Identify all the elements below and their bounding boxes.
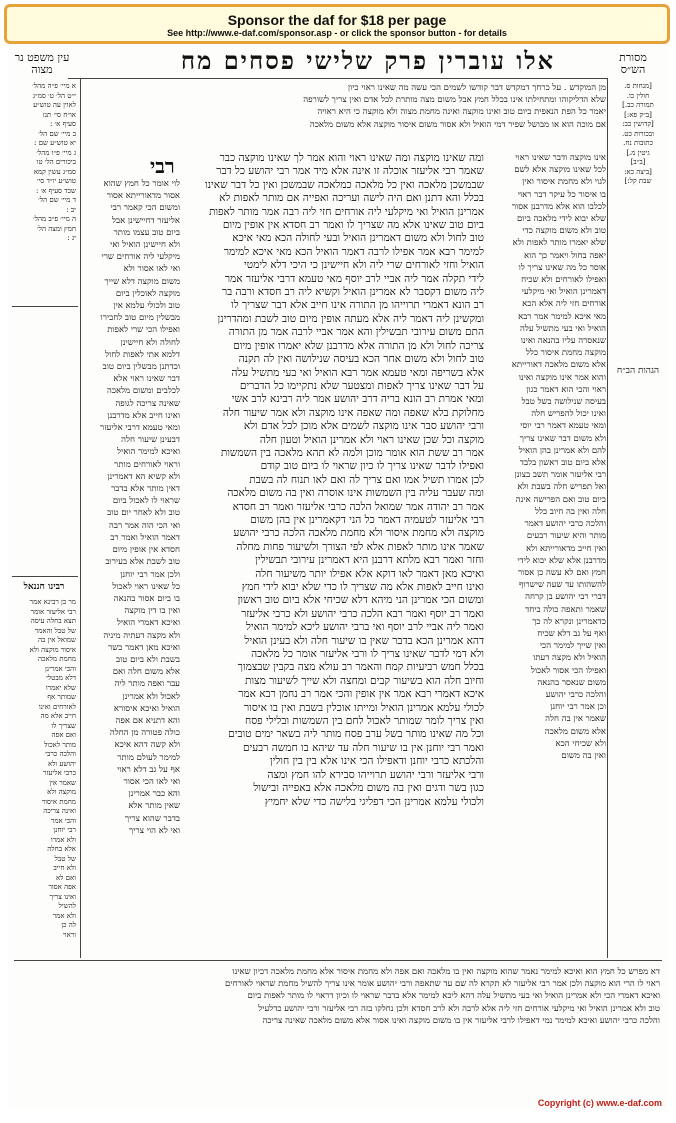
- talmud-page: [8, 48, 668, 1110]
- tosafot-line: וראוי לאורחים מותר: [114, 459, 180, 470]
- tosafot-line: מבשלין מיום טוב לחבירו: [100, 313, 180, 324]
- gemara-line: ואיכא מאן דאמר לאו דוקא אלא אפילו יותר משיעור חלה: [255, 567, 484, 580]
- rashi-line: ולא שכיחי הכא: [555, 738, 606, 749]
- bottom-line: טוב ולא אמרינן הואיל ואי מיקלעי אורחים חזי ליה אלא לרבה ולא לרב חסדא ולכן נחלקו בזה רבי אליעזר ורבי יהושע כדלעיל: [258, 1003, 660, 1014]
- ein-mishpat-line: יא טוש״ע שם :: [34, 139, 76, 147]
- rashi-line: וכן אמר רבי יוחנן: [550, 702, 606, 713]
- tosafot-line: למימר לעולם מותר: [117, 752, 180, 763]
- masoret-line: ובכורות כט.: [622, 129, 654, 138]
- tosafot-line: דאמר הואיל ואמר רב: [110, 532, 180, 543]
- rabbeinu-line: ואינו צריך: [49, 892, 76, 901]
- masoret-lines: [610, 82, 666, 187]
- gemara-line: ומקשינן ליה דאמר ליה אלא מעתה אופין מיום טוב לשבת ומהדרינן: [217, 312, 484, 325]
- bottom-line: ואיכא דאמרי הכי ולא אמרינן הואיל ואי בעי מתשיל עלה דהא ליכא למימר אלא בדבר שראוי לו וכיון דראוי לו מותר לאפות ביום: [247, 991, 660, 1002]
- rabbeinu-line: וראוי: [62, 930, 76, 938]
- masoret-header: מסורת הש״ס: [619, 51, 647, 76]
- gemara-line: התם משום עירובי תבשילין והא אמר אביי לרבה אמר מן התורה: [228, 326, 484, 339]
- rabbeinu-line: דלא מבטלי: [46, 674, 76, 682]
- rabbeinu-line: אלא בחלה: [47, 845, 76, 853]
- gemara-line: שאמר רבי אליעזר אוכלה זו אינה אלא מיד אמר רבי יהושע כל דבר: [216, 165, 484, 178]
- gemara-line: ואמר רבי יוחנן אין בו שיעור חלה עד שיהא בו חמשה רבעים: [242, 741, 484, 754]
- rashi-line: לגוי ולא מחמת איסור ואין: [522, 177, 606, 188]
- tosafot-line: והא כבר אמרינן: [128, 789, 180, 800]
- rabbeinu-line: מר בן רבינא אמר: [29, 598, 76, 606]
- ein-mishpat-header: עין משפט נר מצוה: [14, 51, 70, 76]
- gemara-line: אלא בשריפה ומאי טעמא אמר רבא הואיל ואי בעי מתשיל עלה: [231, 366, 484, 379]
- bottom-line: ראוי לו הרי הוא מוקצה ולכן אמר רבי אליעזר לא תקרא לה שם עד שתאפה ורבי יהושע אומר אינו צריך להשיל מחמת שראוי לאורחים: [225, 979, 660, 990]
- masoret-column: [610, 82, 666, 702]
- tosafot-line: לחולה ולא חיישינן: [120, 337, 180, 348]
- gemara-line: ואינו חייב לאפות אלא מה שצריך לו כדי שלא יבוא לידי חמץ: [241, 581, 484, 593]
- tosafot-line: אלא משום חלה ואם: [112, 667, 180, 678]
- gemara-line: איכא דאמרי רבא אמר אין אופין והכי אמר רב נחמן רבא אמר: [238, 688, 484, 701]
- ein-mishpat-line: טוש״ע יו״ד סי׳: [36, 177, 76, 185]
- tosafot-line: לוי אומר כל חמץ שהוא: [103, 179, 180, 189]
- tosafot-line: ואי לאו אסור ולא: [123, 264, 180, 275]
- tosafot-line: שאין מותר אלא: [128, 801, 180, 812]
- rashi-line: אינו מוקצה ודבר שאינו ראוי: [515, 153, 606, 163]
- rashi-line: כדאמרינן ונקרא לה כך: [532, 616, 606, 627]
- masoret-line: [מנחות ס.: [624, 82, 652, 90]
- gemara-line: ולכולי עלמא אמרינן הכי דפליגי בלישה כדי שלא יחמיץ: [264, 795, 484, 808]
- rashi-line: ולא משום דבר שאינו צריך: [519, 433, 606, 444]
- rule-right: [607, 78, 608, 958]
- rashi-line: הואיל ואי בעי מתשיל עלה: [520, 323, 606, 334]
- gemara-line: ביום טוב שאינו אלא מה שצריך לו ואמר רב חסדא אין אופין מיום: [222, 219, 484, 232]
- gemara-line: ואין צריך לומר שמותר לאכול לחם בין השמשות ובלילי פסח: [244, 715, 484, 728]
- gemara-line: בכלל והא דתנן ואם היה לישה ועריכה ואפייה אם מותר לאפות לא: [219, 192, 484, 205]
- ein-mishpat-rule: [12, 306, 78, 307]
- ein-mishpat-line: ד מיי׳ שם הל׳: [38, 196, 76, 204]
- ein-mishpat-line: שכד סעיף א׳ :: [35, 186, 76, 195]
- tosafot-line: מיקלעי ליה אורחים שרי: [101, 252, 180, 263]
- rabbeinu-line: ולא אמרו: [50, 835, 76, 844]
- masoret-line: [ב״ק פא:]: [624, 110, 652, 119]
- rashi-column: [490, 152, 606, 952]
- ein-mishpat-line: א מיי׳ פ״ה מהל׳: [32, 82, 76, 90]
- gemara-line: ורבי יהושע סבר אינו מוקצה לשמים אלא מוכן לכל אדם ולא: [243, 420, 484, 433]
- rabbeinu-line: והלכה כרבי: [45, 750, 76, 758]
- tosafot-line: חסדא אין אופין מיום: [112, 545, 180, 556]
- tosafot-line: מוקצה לאוכלין ביום: [115, 288, 180, 299]
- rabbeinu-line: שאמר אין: [49, 778, 76, 787]
- rashi-line: ואינו יכול להפריש חלה: [531, 409, 606, 420]
- bottom-commentary: [16, 966, 660, 1094]
- masoret-line: [ביצה כא:: [624, 167, 652, 176]
- rashi-line: אלא ביום טוב ראשון בלבד: [519, 458, 606, 469]
- rabbeinu-line: מותר לאכול: [44, 740, 76, 749]
- rabbeinu-line: לה כן: [61, 921, 76, 929]
- rashi-line: רבי אליעזר אומר תשב בצונן: [514, 470, 606, 481]
- gemara-line: והלכתא כרבי יוחנן ודאפילו הכי אינו אלא בין בין חולין: [269, 755, 484, 768]
- gemara-line: ורבי אליעזר ורבי יהושע תרוייהו סבירא להו חמץ ומצה: [267, 768, 484, 781]
- rabbeinu-line: אפה אסור: [48, 883, 76, 891]
- tosafot-line: ומשום הכי קאמר רבי: [110, 203, 180, 214]
- rabbeinu-line: תצא בחלה עיסה: [30, 617, 76, 625]
- tosafot-line: דבעינן שיעור חלה: [121, 435, 180, 446]
- ein-mishpat-line: ב מיי׳ שם הל׳: [38, 129, 76, 138]
- ein-mishpat-line: סמ״ג עשין קמא: [33, 167, 76, 176]
- tosafot-line: שאינה צריכה לגופה: [115, 398, 180, 409]
- rashi-line: טוב ולא משום מוקצה כדי: [522, 226, 606, 237]
- rashi-line: ביום טוב ואם הפרישה אינה: [515, 494, 606, 505]
- tosafot-line: טוב ולא לאחר יום טוב: [107, 508, 180, 519]
- gemara-line: ומה שאינו מוקצה ומה שאינו ראוי והוא אמר לך שאינו מוקצה כבר: [219, 152, 484, 164]
- rashi-line: בו איסור כל עיקר דבר ראוי: [517, 189, 606, 200]
- rashi-top-block: [84, 82, 606, 148]
- gemara-column: [180, 152, 484, 808]
- gemara-line: מוקצה ולא מחמת איסור ולא מחמת מלאכה הלכה כרבי יהושע: [233, 527, 484, 540]
- masoret-line: גיטין מ.]: [626, 148, 650, 157]
- ein-mishpat-line: ה מיי׳ פ״ב מהל׳: [33, 215, 76, 223]
- tosafot-line: ולא קשיא הא דאמרינן: [107, 471, 180, 482]
- rabbeinu-line: כרבי אליעזר: [43, 769, 76, 777]
- tosafot-line: ולכן אמר רבי יוחנן: [120, 569, 180, 580]
- tosafot-line: שראוי לו לאכול ביום: [112, 496, 180, 507]
- rashi-line: ואפילו הכי אסור לאכול: [530, 665, 606, 676]
- ein-mishpat-line: לאוין עה טוש״ע: [33, 101, 76, 109]
- rabbeinu-line: רבי יוחנן: [53, 826, 76, 834]
- gemara-line: רב הונא דאמרי תרוייהו מן התורה אינו חייב אלא דבר שצריך לו: [231, 299, 484, 312]
- rashi-lines: [490, 152, 606, 762]
- tosafot-line: בשבת ולא ביום טוב: [116, 654, 180, 665]
- rabbeinu-line: לאורחים ואינו: [38, 702, 76, 711]
- rashi-line: והוא אמר אינו מוקצה ואינו: [518, 372, 606, 383]
- tosafot-line: טוב ולכולי עלמא אין: [113, 301, 180, 312]
- gemara-line: אמרינן הואיל ואי מיקלעי ליה אורחים חזי ליה רבה אמר מותר לאפות: [208, 205, 484, 218]
- ein-mishpat-line: ג מיי׳ פ״ו מהל׳: [36, 148, 76, 157]
- rashi-line: שנאסרה עליו בהנאה ואינו: [520, 336, 606, 347]
- rabbeinu-rule: [12, 576, 78, 577]
- rashi-line: להשהותו עד שעה שישרוף: [518, 580, 606, 591]
- rashi-line: ואין חייב מדאורייתא ולא: [526, 543, 606, 554]
- page-title: אלו עוברין פרק שלישי פסחים מח: [180, 48, 556, 75]
- tosafot-line: ביום טוב עצמו מותר: [113, 227, 180, 238]
- tosafot-line: עבר ואפה מותר ליה: [114, 679, 180, 690]
- opening-word: רבי: [150, 154, 175, 178]
- rashi-top-line: יאמר כל הפת הנאפית ביום טוב ואינו מוקצה ואינה מחמת מצוה ולא מוקצה כי היא ראויה: [317, 107, 606, 118]
- gemara-line: על דבר שאינו צריך לאפות ומצטער שלא נתקיימו כל הדברים: [239, 379, 484, 392]
- rashi-line: ואין בה משום: [561, 750, 606, 761]
- gemara-line: כגון בשר ודגים ואין בה משום מלאכה אלא באפייה ובישול: [253, 782, 484, 795]
- gemara-line: בכלל חמש רביעיות קמח והאמר רב עולא מצה בקבין שבצמוך: [237, 661, 484, 674]
- tosafot-line: טוב לשבת אלא בעירוב: [105, 557, 180, 568]
- rashi-line: להם ולא אמרינן בהן הואיל: [518, 445, 606, 456]
- rashi-line: ואל תפריש חלה בשבת ולא: [517, 482, 606, 493]
- tosafot-line: ואי לאו הכי אסור: [123, 776, 180, 787]
- tosafot-line: וכדתנן מבשלין ביום טוב: [102, 362, 180, 373]
- gemara-line: וחזר ואמר רבא מלתא דרבנן היא דאמרינן עירובי תבשילין: [255, 554, 484, 567]
- tosafot-line: לכלבים ומשום מלאכה: [106, 386, 180, 397]
- tosafot-line: דבר שאינו ראוי אלא: [113, 374, 180, 385]
- masoret-line: שבת קל:]: [624, 177, 652, 185]
- rabbeinu-line: יהושע ולא: [47, 759, 76, 768]
- tosafot-line: לאכול ולא אמרינן: [122, 691, 180, 702]
- tosafot-line: אסור מדאורייתא אסור: [106, 191, 180, 202]
- tosafot-line: ולא קשה דהא איכא: [114, 740, 180, 751]
- rashi-line: דברי רבי יהושע בן קרחה: [525, 592, 606, 603]
- tosafot-line: אליעזר דחיישינן אבל: [112, 215, 180, 226]
- rabbeinu-lines: [10, 598, 76, 938]
- rashi-line: והלכה כרבי יהושע דאמר: [524, 519, 606, 530]
- rashi-line: והלכה כרבי יהושע: [545, 689, 606, 700]
- ein-mishpat-line: סעיף א׳ :: [49, 120, 76, 128]
- rabbeinu-line: חייב אלא מה: [40, 712, 76, 720]
- gemara-line: לכן אמרו תשיל אמו ואם צריך לה ואם לאו תנוח לה בשבת: [249, 473, 484, 486]
- tosafot-line: ומאי טעמא דרבי אליעזר: [100, 423, 180, 434]
- tosafot-line: ולא חיישינן הואיל ואי: [110, 240, 180, 251]
- gemara-line: למימר רבא אמר אפילו לרבה דאמר הואיל הכא מאי איכא למימר: [223, 245, 484, 258]
- gemara-line: שבמשכן מלאכה ואין כל מלאכה כמלאכה שבמשכן ואין כל דבר שאינו: [204, 178, 484, 191]
- rashi-line: דאמרינן הואיל ואי מיקלעי: [521, 287, 606, 298]
- gemara-line: הואיל וחזי לאורחים שרי ליה ולא חיישינן כי היכי דלא לימטי: [244, 259, 484, 272]
- tosafot-line: בדבר שהוא צריך: [124, 813, 180, 824]
- tosafot-line: ואינו חייב אלא מדרבנן: [107, 410, 180, 421]
- copyright-note: Copyright (c) www.e-daf.com: [537, 1098, 662, 1108]
- gemara-line: טוב לחול ולא משום דאמרינן הואיל ובעי לחולה הכא מאי איכא: [232, 232, 484, 245]
- rashi-line: לכלבו הוא אלא מדרבנן אסור: [511, 201, 606, 212]
- bottom-lines: [16, 966, 660, 1027]
- hagahot-label: הגהות הב״ח: [616, 366, 660, 376]
- rabbeinu-line: והכי אמרינן: [45, 664, 76, 673]
- gemara-line: וחיוב חלה הוא בשיעור קבים ומחצה ולא שייך לשיעור מצות: [244, 674, 484, 687]
- masoret-line: חולין כו.: [626, 91, 650, 100]
- rashi-line: לכל שאינו מוקצה אלא לשם: [514, 165, 606, 176]
- rashi-line: מותר והיא שיעור רבעים: [526, 531, 606, 542]
- rashi-line: אוסר כל מה שאינו צריך לו: [518, 262, 606, 273]
- rashi-top-line: מן המוקדש . על כרחך דמקדש דבר קודשו לשמים הכי עשה מה שאינו ראוי כיון: [347, 83, 606, 93]
- rabbeinu-line: שלא יאמרו: [45, 683, 76, 692]
- gemara-line: אמר רב ששת הוא אומר מוכן ולמה לא תהא מלאכה בין השמשות: [220, 446, 484, 459]
- tosafot-line: דלמא אתי לאפות לחול: [105, 349, 180, 360]
- gemara-line: צריכה לחול ולא מן התורה אלא מדרבנן שלא יאמרו אופין מיום: [233, 339, 484, 352]
- tosafot-line: והא דתניא אם אפה: [115, 715, 180, 726]
- gemara-line: וכל מה שאינו מותר בשל ערב פסח מותר ליה בשאר ימים טובים: [228, 728, 484, 741]
- gemara-line: ומה שעבר עליה בין השמשות אינו אוסרה ואין בה משום מלאכה: [227, 487, 484, 500]
- sponsor-title[interactable]: Sponsor the daf for $18 per page: [227, 12, 447, 28]
- ein-mishpat-line: י״ט הל׳ ט׳ סמ״ג: [32, 91, 76, 100]
- rabbeinu-line: שמותר אף: [47, 693, 76, 701]
- bottom-line: דא מפרש כל חמץ הוא ואיכא למימר נאמר שהוא מוקצה ואין בו מלאכה ואם אפה ולא מחמת איסור אלא מחמת מלאכה דכיון שאינו: [232, 967, 660, 977]
- gemara-line: מוקצה וכל שכן שאינו ראוי ולא אמרינן הואיל וטעון חלה: [259, 433, 484, 446]
- gemara-line: אמר רב יהודה אמר שמואל הלכה כרבי אליעזר ואמר רב חסדא: [232, 500, 484, 513]
- rabbeinu-line: של טבל: [54, 854, 76, 863]
- gemara-line: ומשום הכי אמרינן הני מיהא דלא שכיחי אלא ביום טוב ראשון: [237, 594, 484, 607]
- rashi-line: משום שנאסר בהנאה: [537, 677, 606, 688]
- rabbeinu-line: ואם לא: [55, 873, 76, 882]
- gemara-line: טוב לחול ולא משום אחר הכא בעיסה שנילושה ואין לה תקנה: [238, 353, 484, 366]
- tosafot-line: כולה פטורה מן החלה: [109, 728, 180, 739]
- gemara-line: ולא דמי לדבר שאינו צריך לו ורבי אליעזר אומר כל מלאכה: [251, 648, 484, 661]
- tosafot-line: ואין בו דין מוקצה: [124, 606, 180, 617]
- rashi-top-lines: [84, 82, 606, 131]
- ein-mishpat-line: חמץ ומצה הל׳: [37, 224, 76, 233]
- ein-mishpat-line: או״ח סי׳ תנז: [42, 110, 76, 119]
- rabbeinu-line: ולא חייב: [53, 864, 76, 872]
- rabbeinu-line: מחמת מלאכה: [37, 655, 76, 663]
- tosafot-line: ואי הכי הוה אמר רבה: [108, 520, 180, 531]
- ein-mishpat-line: יג :: [67, 234, 76, 242]
- rashi-line: שאמר ותאפה כולה ביחד: [525, 604, 606, 615]
- tosafot-column: [84, 178, 180, 958]
- rashi-line: חלה ואין בה חיוב כלל: [535, 506, 606, 517]
- tosafot-line: משום מוקצה דלא שייך: [104, 276, 180, 287]
- tosafot-line: כל שאינו ראוי לאכול: [112, 581, 180, 592]
- gemara-line: שאמר אינו מותר לאפות אלא לפי הצורך ולשיעור פחות מחלה: [236, 540, 484, 553]
- tosafot-line: אף על גב דלא ראוי: [117, 764, 180, 775]
- tosafot-lines: [84, 178, 180, 837]
- tosafot-line: ואיכא דאמרי הואיל: [116, 618, 180, 629]
- rashi-line: שלא יבוא לידי מלאכה ביום: [517, 214, 606, 225]
- rashi-line: שאמר אין בה חלה: [545, 714, 606, 725]
- rabbeinu-line: להשיל: [58, 902, 76, 910]
- gemara-line: ליה משום דקסבר לא אמרינן הואיל וקשיא ליה רב חסדא ורבה בר: [221, 286, 484, 299]
- rabbeinu-line: מחמת איסור: [41, 797, 76, 806]
- rashi-line: ואין שייך למימר הכי: [539, 641, 606, 652]
- gemara-line: ואמר ליה אביי לרב יוסף ואי ברבי יהושע ליכא למימר הואיל: [246, 621, 484, 634]
- tosafot-line: דאין מותר אלא בדבר: [111, 484, 180, 495]
- gemara-line: ואמר רב יוסף ואמר רבא הלכה כרבי יהושע ולא כרבי אליעזר: [241, 607, 484, 620]
- gemara-line: רבי אליעזר לטעמיה דאמר כל הני דקאמרינן אין בהן משום: [250, 513, 484, 526]
- masoret-line: תמורה כב.]: [622, 101, 654, 109]
- rashi-line: אלא משום מלאכה: [544, 726, 606, 737]
- ein-mishpat-line: ביכורים הל׳ טו: [36, 158, 76, 166]
- tosafot-line: ולא מקצה דעתיה מיניה: [103, 630, 180, 641]
- rabbeinu-line: מוקצה ולא: [47, 788, 76, 796]
- rashi-line: הואיל ולא מקצה דעתו: [533, 653, 606, 664]
- tosafot-line: ואיכא למימר הואיל: [117, 447, 180, 458]
- ein-mishpat-column: [10, 82, 76, 302]
- gemara-line: ומאי אמרת רב הונא בריה דרב יהושע אמר ליה רבינא לרב אשי: [231, 393, 484, 406]
- gemara-line: לידי תקלה אמר ליה אביי לרב יוסף מאי טעמא דרבי אליעזר אמר: [224, 272, 484, 285]
- rashi-line: מדרבנן אלא שלא יבוא לידי: [517, 555, 606, 566]
- rashi-line: יאפה בחול ויאמר כך הוא: [524, 250, 606, 261]
- rashi-line: שלא יאמרו מותר לאפות ולא: [512, 238, 606, 249]
- tosafot-line: ואי לא הוי צריך: [128, 825, 180, 836]
- rashi-line: בעיסה שנילושה בשל טבל: [521, 397, 606, 408]
- gemara-lines: [180, 152, 484, 808]
- rabbeinu-line: שמואל אין בה: [37, 636, 76, 644]
- gemara-line: ואפילו לדבר שאינו צריך לו כיון שראוי לו ביום טוב קודם: [260, 460, 484, 473]
- rashi-line: אורחים חזי ליה אלא הכא: [522, 299, 606, 310]
- rashi-line: ואפילו לאורחים ולא שכיח: [521, 275, 606, 286]
- rabbeinu-line: של טבל והאמר: [34, 626, 76, 635]
- rule-left: [80, 78, 81, 958]
- ein-mishpat-line: יב :: [66, 205, 76, 214]
- gemara-line: לכולי עלמא אמרינן הואיל ומייתו אוכלין בשבת ואין בו איסור: [244, 701, 484, 714]
- rabbeinu-label: רבינו חננאל: [23, 582, 65, 592]
- rashi-line: אלא משום מלאכה דאורייתא: [511, 360, 606, 371]
- bottom-line: והלכה כרבי יהושע ואיכא למימר נמי דאפילו לרבי אליעזר אין בו משום מוקצה ואינו אסור אלא משום מלאכה שאינה צריכה: [262, 1015, 660, 1026]
- rabbeinu-line: רבי אליעזר אומר: [30, 607, 76, 616]
- rashi-line: מאי איכא למימר אמר רבא: [518, 311, 606, 322]
- rabbeinu-line: ולא אמר: [52, 911, 76, 920]
- rabbeinu-line: ואינה צריכה: [43, 807, 76, 815]
- rashi-line: ואף על גב דלא שכיח: [537, 628, 606, 639]
- masoret-line: כתובות נח.: [623, 139, 653, 147]
- sponsor-banner[interactable]: [4, 4, 670, 44]
- rabbeinu-line: והכי אמר: [50, 816, 76, 825]
- tosafot-line: בו ביום אסור בהנאה: [113, 593, 180, 604]
- ein-mishpat-lines: [10, 82, 76, 244]
- masoret-line: [ב״ב]: [630, 158, 646, 166]
- rabbeinu-line: איסור מוקצה ולא: [29, 645, 76, 654]
- rashi-top-line: אם מוכה הוא או מבושל שפיר דמי הואיל ולא אסור משום איסור מוקצה אלא משום מלאכה: [309, 119, 606, 130]
- rashi-line: חמץ ואם לא עשה כן אסור: [518, 567, 606, 578]
- rashi-line: מוקצה מחמת איסור כלל: [525, 348, 606, 359]
- sponsor-subtitle[interactable]: See http://www.e-daf.com/sponsor.asp - or click the sponsor button - for details: [167, 28, 507, 38]
- rashi-line: ראוי והכי הוא דאמר כגון: [526, 384, 606, 395]
- gemara-line: מחלוקת בלא שאפה ומה שאפה אינו מוקצה ולא אמר שיעור חלה: [222, 406, 484, 419]
- rabbeinu-line: ואם אפה: [51, 731, 76, 739]
- bottom-rule: [14, 960, 662, 961]
- gemara-line: דהא אמרינן הכא בדבר שאין בו שיעור חלה ולא בעינן הואיל: [244, 634, 484, 647]
- masoret-line: [קדושין כב:: [622, 120, 654, 128]
- rabbeinu-line: שצריך לו: [51, 721, 76, 730]
- rabbeinu-column: [10, 598, 76, 938]
- tosafot-line: ואיכא מאן דאמר כשר: [108, 642, 180, 653]
- tosafot-line: הואיל ואיכא איסורא: [113, 703, 180, 714]
- header-rule: [68, 78, 608, 79]
- rashi-top-line: שלא הדליקוהו ומתחילתו אינו בכלל חמץ אבל משום מצה מותרת לכל אדם ואין צריך לשורפה: [303, 95, 606, 106]
- tosafot-line: ואפילו הכי שרי לאפות: [107, 325, 180, 336]
- rashi-line: ומאי טעמא דאמר רבי יוסי: [520, 421, 606, 432]
